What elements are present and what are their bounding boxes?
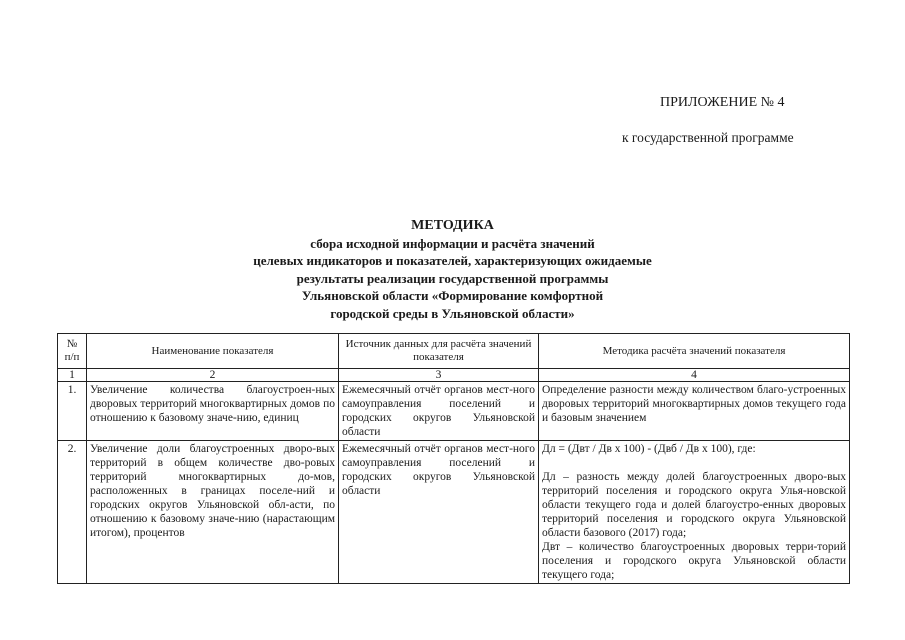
title-line-2: целевых индикаторов и показателей, характеризующих ожидаемые	[253, 253, 652, 268]
row-number: 1.	[58, 382, 87, 441]
table-row	[58, 441, 850, 584]
appendix-label: ПРИЛОЖЕНИЕ № 4	[660, 95, 785, 110]
header-number: № п/п	[58, 334, 87, 369]
header-data-source: Источник данных для расчёта значений показателя	[339, 334, 539, 369]
spacer	[542, 456, 846, 470]
indicator-name: Увеличение доли благоустроенных дворо-вых территорий в общем количестве дво-ровых территорий многоквартирных до-мов, расположенных в границах поселе-ний и городских округов Ульяновской обл-асти, по отношению к базовому значе-нию (нарастающим итогом), процентов	[87, 441, 339, 584]
calculation-method	[539, 441, 850, 584]
appendix-subtitle: к государственной программе	[622, 130, 794, 145]
method-paragraph: Дл – разность между долей благоустроенных дворо-вых территорий поселения и городского округа Улья-новской области текущего года и долей благоустро-енных дворовых территорий поселения и городского округа Ульяновской области базового (2017) года;	[542, 471, 846, 539]
indicator-name: Увеличение количества благоустроен-ных дворовых территорий многоквартирных домов по отношению к базовому значе-нию, единиц	[87, 382, 339, 441]
title-main: МЕТОДИКА	[411, 218, 494, 233]
column-number: 1	[58, 369, 87, 382]
data-source: Ежемесячный отчёт органов мест-ного самоуправления поселений и городских округов Ульяновской области	[339, 441, 539, 584]
column-number: 2	[87, 369, 339, 382]
table-row	[58, 382, 850, 441]
method-formula: Дл = (Двт / Дв х 100) - (Двб / Дв х 100), где:	[542, 443, 756, 455]
method-paragraph: Двт – количество благоустроенных дворовых терри-торий поселения и городского округа Ульяновской области текущего года;	[542, 541, 846, 581]
title-line-4: Ульяновской области «Формирование комфортной	[301, 288, 604, 303]
row-number: 2.	[58, 441, 87, 584]
calculation-method: Определение разности между количеством благо-устроенных дворовых территорий многоквартирных домов текущего года и базовым значением	[539, 382, 850, 441]
column-number-row	[58, 369, 850, 382]
title-line-1: сбора исходной информации и расчёта значений	[310, 235, 595, 251]
header-calculation-method: Методика расчёта значений показателя	[539, 334, 850, 369]
column-number: 4	[539, 369, 850, 382]
data-source: Ежемесячный отчёт органов мест-ного самоуправления поселений и городских округов Ульяновской области	[339, 382, 539, 441]
methodology-table	[57, 333, 850, 584]
title-line-3: результаты реализации государственной программы	[296, 270, 609, 286]
table-header-row	[58, 334, 850, 369]
header-indicator-name: Наименование показателя	[87, 334, 339, 369]
document-title	[0, 217, 905, 322]
column-number: 3	[339, 369, 539, 382]
title-line-5: городской среды в Ульяновской области»	[330, 305, 575, 321]
